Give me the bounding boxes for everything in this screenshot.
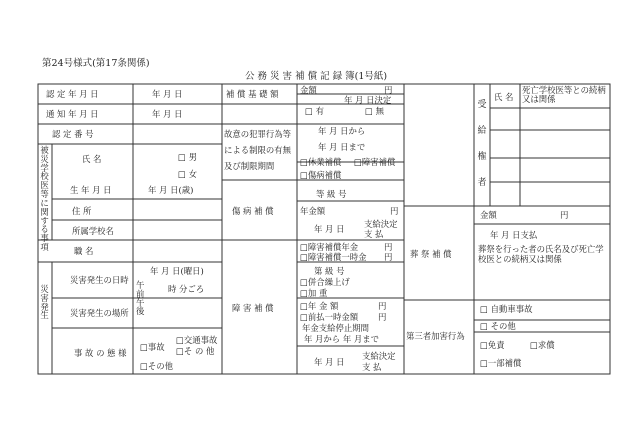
sex-male-option[interactable]: □ 男 <box>178 152 197 162</box>
shobyo-grade: 等 級 号 <box>316 189 347 199</box>
claim-check[interactable]: □求償 <box>530 340 555 350</box>
recipient-label: 受給権者 <box>477 100 487 189</box>
funeral-amount-yen: 円 <box>560 210 569 220</box>
disaster-place-label: 災害発生の場所 <box>70 308 129 318</box>
nintei-date-value: 年 月 日 <box>152 89 183 99</box>
partial-comp-check[interactable]: □一部補償 <box>480 358 522 368</box>
shogai-lump-yen: 円 <box>384 252 393 262</box>
disaster-datetime-value2: 時 分ごろ <box>168 284 205 294</box>
disaster-section-label: 災害発生 <box>40 284 49 321</box>
shogai-pay: 支 払 <box>362 362 382 372</box>
restriction-label: 故意の犯罪行為等による制限の有無及び制限期間 <box>224 129 291 171</box>
shobyo-pay-decision: 支給決定 <box>364 219 398 229</box>
kyugyo-check[interactable]: □休業補償 <box>300 157 342 167</box>
school-label: 所属学校名 <box>72 226 114 236</box>
shobyo-ymd: 年 月 日 <box>314 224 345 234</box>
restriction-from: 年 月 日から <box>318 126 366 136</box>
advance-lump-check[interactable]: □前払一時金額 <box>300 312 359 322</box>
shogai-check[interactable]: □障害補償 <box>354 157 396 167</box>
shogai-grade: 第 級 号 <box>314 266 345 276</box>
job-label: 職 名 <box>74 246 94 256</box>
stop-period-range: 年 月から 年 月まで <box>304 334 379 344</box>
mode-accident-check[interactable]: □事故 <box>140 342 165 352</box>
disaster-datetime-label: 災害発生の日時 <box>70 275 129 285</box>
exempt-check[interactable]: □免責 <box>480 340 505 350</box>
decision-date: 年 月 日決定 <box>344 95 392 105</box>
page-title: 公 務 災 害 補 償 記 録 簿(1号紙) <box>245 71 388 82</box>
form-number: 第24号様式(第17条関係) <box>42 58 150 69</box>
mode-traffic-check[interactable]: □交通事故 <box>176 335 218 345</box>
mode-other-sub-check[interactable]: □そ の 他 <box>176 346 215 356</box>
shobyo-pay: 支 払 <box>364 229 384 239</box>
tsuchi-date-value: 年 月 日 <box>152 109 183 119</box>
birth-value: 年 月 日(歳) <box>148 185 194 195</box>
advance-lump-yen: 円 <box>378 312 387 322</box>
has-not-option[interactable]: □ 無 <box>365 106 384 116</box>
nintei-no-label: 認 定 番 号 <box>52 129 94 139</box>
funeral-label: 葬 祭 補 償 <box>410 249 452 259</box>
annuity-amount-check[interactable]: □年 金 額 <box>300 301 339 311</box>
shobyo-check[interactable]: □傷病補償 <box>300 170 342 180</box>
sex-female-option[interactable]: □ 女 <box>178 169 197 179</box>
tsuchi-date-label: 通 知 年 月 日 <box>46 109 99 119</box>
base-amount-label: 補 償 基 礎 額 <box>226 89 279 99</box>
victim-section-label: 被災学校医等に関する事項 <box>40 145 49 252</box>
funeral-note: 葬祭を行った者の氏名及び死亡学校医との続柄又は関係 <box>478 244 604 264</box>
shogai-annuity-yen: 円 <box>384 242 393 252</box>
amount-label: 金額 <box>300 85 317 95</box>
funeral-pay-date: 年 月 日支払 <box>490 230 538 240</box>
shogai-annuity-check[interactable]: □障害補償年金 <box>300 242 359 252</box>
annual-amount-yen: 円 <box>390 206 399 216</box>
disaster-ampm: 午前 午後 <box>136 280 145 317</box>
shogai-pay-decision: 支給決定 <box>362 351 396 361</box>
relation-label: 死亡学校医等との続柄又は関係 <box>522 85 606 105</box>
annuity-amount-yen: 円 <box>378 301 387 311</box>
victim-name-label: 氏 名 <box>82 154 102 164</box>
accident-mode-label: 事 故 の 態 様 <box>74 348 127 358</box>
third-party-other-check[interactable]: □ その他 <box>480 321 516 331</box>
mode-other-check[interactable]: □その他 <box>140 361 174 371</box>
heigo-check[interactable]: □併合繰上げ <box>300 277 350 287</box>
funeral-amount-label: 金額 <box>480 210 497 220</box>
shogai-lump-check[interactable]: □障害補償一時金 <box>300 252 367 262</box>
amount-yen: 円 <box>384 85 393 95</box>
shogai-label: 障 害 補 償 <box>232 303 274 313</box>
shobyo-label: 傷 病 補 償 <box>232 206 274 216</box>
disaster-datetime-value1: 年 月 日(曜日) <box>150 266 204 276</box>
third-party-label: 第三者加害行為 <box>406 331 465 341</box>
birth-label: 生 年 月 日 <box>70 185 112 195</box>
nintei-date-label: 認 定 年 月 日 <box>46 89 99 99</box>
recipient-name-label: 氏 名 <box>494 92 514 102</box>
stop-period-label: 年金支給停止期間 <box>302 323 369 333</box>
kajyu-check[interactable]: □加 重 <box>300 288 328 298</box>
restriction-until: 年 月 日まで <box>318 142 366 152</box>
address-label: 住 所 <box>72 206 92 216</box>
shogai-ymd: 年 月 日 <box>314 357 345 367</box>
annual-amount-label: 年金額 <box>300 206 326 216</box>
car-accident-check[interactable]: □ 自動車事故 <box>480 304 533 314</box>
has-option[interactable]: □ 有 <box>305 106 324 116</box>
